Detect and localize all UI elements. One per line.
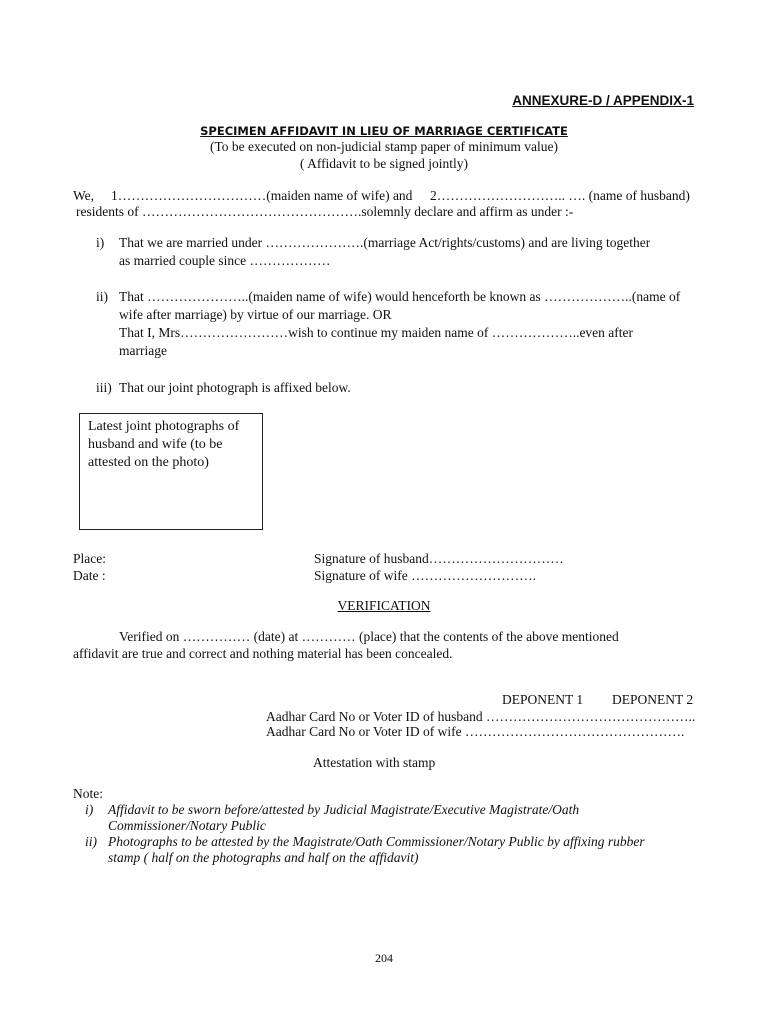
note-line: Photographs to be attested by the Magistrate/Oath Commissioner/Notary Public by affixing rubber (108, 834, 645, 849)
photo-placeholder-box (79, 413, 263, 530)
item-line: That …………………..(maiden name of wife) would henceforth be known as ………………..(name of (119, 289, 681, 304)
document-subtitle-1: (To be executed on non-judicial stamp paper of minimum value) (209, 139, 559, 154)
intro-husband-name: 2……………………….. …. (name of husband) (430, 188, 690, 203)
page-number: 204 (375, 951, 393, 965)
verification-line-2: affidavit are true and correct and nothing material has been concealed. (73, 646, 453, 661)
note-line: stamp ( half on the photographs and half on the affidavit) (108, 850, 419, 865)
item-line: That our joint photograph is affixed below. (119, 380, 351, 395)
document-title: SPECIMEN AFFIDAVIT IN LIEU OF MARRIAGE CERTIFICATE (200, 124, 568, 138)
intro-wife-name: 1……………………………(maiden name of wife) and (111, 188, 413, 203)
wife-signature: Signature of wife ………………………. (314, 568, 536, 583)
item-line: as married couple since ……………… (119, 253, 331, 268)
verification-line-1: Verified on …………… (date) at ………… (place) that the contents of the above mentioned (119, 629, 619, 644)
intro-residents: residents of ………………………………………….solemnly declare and affirm as under :- (76, 204, 574, 219)
note-label: Note: (73, 786, 103, 801)
date-label: Date : (73, 568, 106, 583)
note-number: ii) (85, 834, 97, 849)
note-line: Commissioner/Notary Public (108, 818, 266, 833)
item-line: That we are married under ………………….(marriage Act/rights/customs) and are living together (119, 235, 651, 250)
item-number: i) (96, 235, 105, 250)
annexure-heading: ANNEXURE-D / APPENDIX-1 (512, 93, 694, 108)
photo-placeholder-text: Latest joint photographs of husband and wife (to be attested on the photo) (88, 419, 240, 470)
item-line: marriage (119, 343, 167, 358)
deponent-1-label: DEPONENT 1 (502, 692, 584, 707)
husband-signature: Signature of husband………………………… (314, 551, 564, 566)
attestation-stamp: Attestation with stamp (313, 755, 436, 770)
item-line: wife after marriage) by virtue of our marriage. OR (119, 307, 392, 322)
deponent-2-label: DEPONENT 2 (612, 692, 694, 707)
item-number: iii) (96, 380, 112, 395)
aadhar-wife: Aadhar Card No or Voter ID of wife …………………………………………. (266, 724, 685, 739)
document-subtitle-2: ( Affidavit to be signed jointly) (299, 156, 469, 171)
aadhar-husband: Aadhar Card No or Voter ID of husband ……………………………………….. (266, 709, 696, 724)
note-line: Affidavit to be sworn before/attested by Judicial Magistrate/Executive Magistrate/Oath (108, 802, 580, 817)
place-label: Place: (73, 551, 106, 566)
verification-title: VERIFICATION (337, 598, 431, 613)
intro-we: We, (73, 188, 95, 203)
item-number: ii) (96, 289, 108, 304)
item-line: That I, Mrs……………………wish to continue my maiden name of ………………..even after (119, 325, 634, 340)
note-number: i) (85, 802, 94, 817)
